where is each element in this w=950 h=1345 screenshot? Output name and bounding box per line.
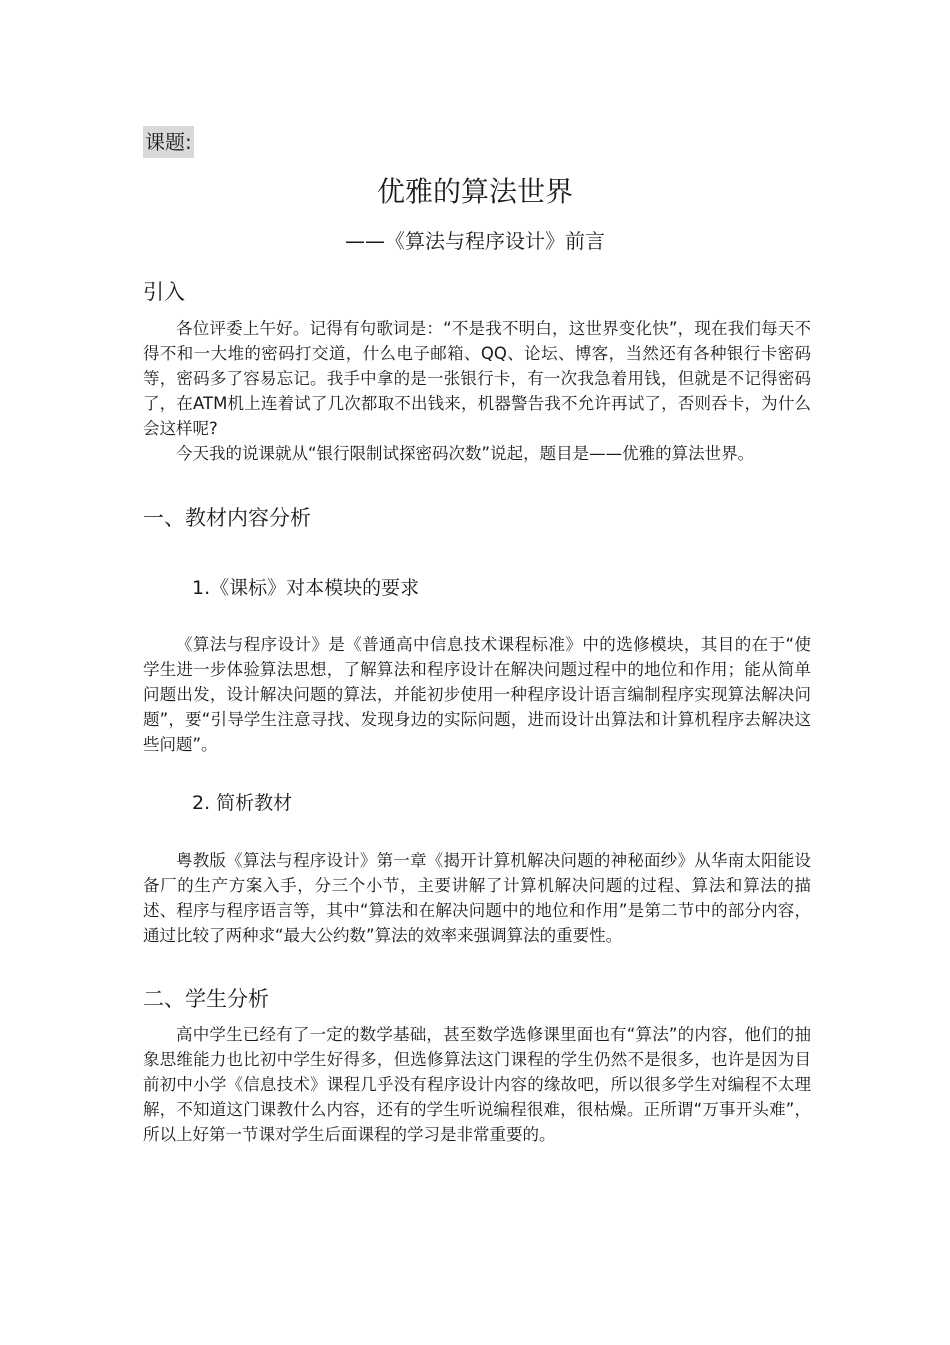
document-title: 优雅的算法世界 [376,175,573,208]
textbook-paragraph: 粤教版《算法与程序设计》第一章《揭开计算机解决问题的神秘面纱》从华南太阳能设备厂的生产方案入手，分三个小节，主要讲解了计算机解决问题的过程、算法和算法的描述、程序与程序语言等，其中“算法和在解决问题中的地位和作用”是第二节中的部分内容，通过比较了两种求“最大公约数”算法的效率来强调算法的重要性。 [143,851,811,945]
student-analysis-paragraph: 高中学生已经有了一定的数学基础，甚至数学选修课里面也有“算法”的内容，他们的抽象思维能力也比初中学生好得多，但选修算法这门课程的学生仍然不是很多，也许是因为目前初中小学《信息技术》课程几乎没有程序设计内容的缘故吧，所以很多学生对编程不太理解，不知道这门课教什么内容，还有的学生听说编程很难，很枯燥。正所谓“万事开头难”，所以上好第一节课对学生后面课程的学习是非常重要的。 [143,1025,811,1144]
intro-paragraph-1: 各位评委上午好。记得有句歌词是：“不是我不明白，这世界变化快”，现在我们每天不得不和一大堆的密码打交道，什么电子邮箱、QQ、论坛、博客，当然还有各种银行卡密码等，密码多了容易忘记。我手中拿的是一张银行卡，有一次我急着用钱，但就是不记得密码了，在ATM机上连着试了几次都取不出钱来，机器警告我不允许再试了，否则吞卡，为什么会这样呢? [143,319,811,438]
intro-paragraph-2: 今天我的说课就从“银行限制试探密码次数”说起，题目是——优雅的算法世界。 [176,444,755,463]
document-subtitle: ——《算法与程序设计》前言 [345,229,605,253]
subsection-heading-textbook: 2. 简析教材 [192,792,293,814]
section-heading-textbook-analysis: 一、教材内容分析 [143,506,311,530]
topic-label: 课题: [143,126,194,158]
section-heading-intro: 引入 [143,280,185,304]
section-heading-student-analysis: 二、学生分析 [143,987,269,1011]
curriculum-paragraph: 《算法与程序设计》是《普通高中信息技术课程标准》中的选修模块，其目的在于“使学生进一步体验算法思想，了解算法和程序设计在解决问题过程中的地位和作用；能从简单问题出发，设计解决问题的算法，并能初步使用一种程序设计语言编制程序实现算法解决问题”，要“引导学生注意寻找、发现身边的实际问题，进而设计出算法和计算机程序去解决这些问题”。 [143,635,811,754]
subsection-heading-curriculum: 1.《课标》对本模块的要求 [192,577,420,599]
